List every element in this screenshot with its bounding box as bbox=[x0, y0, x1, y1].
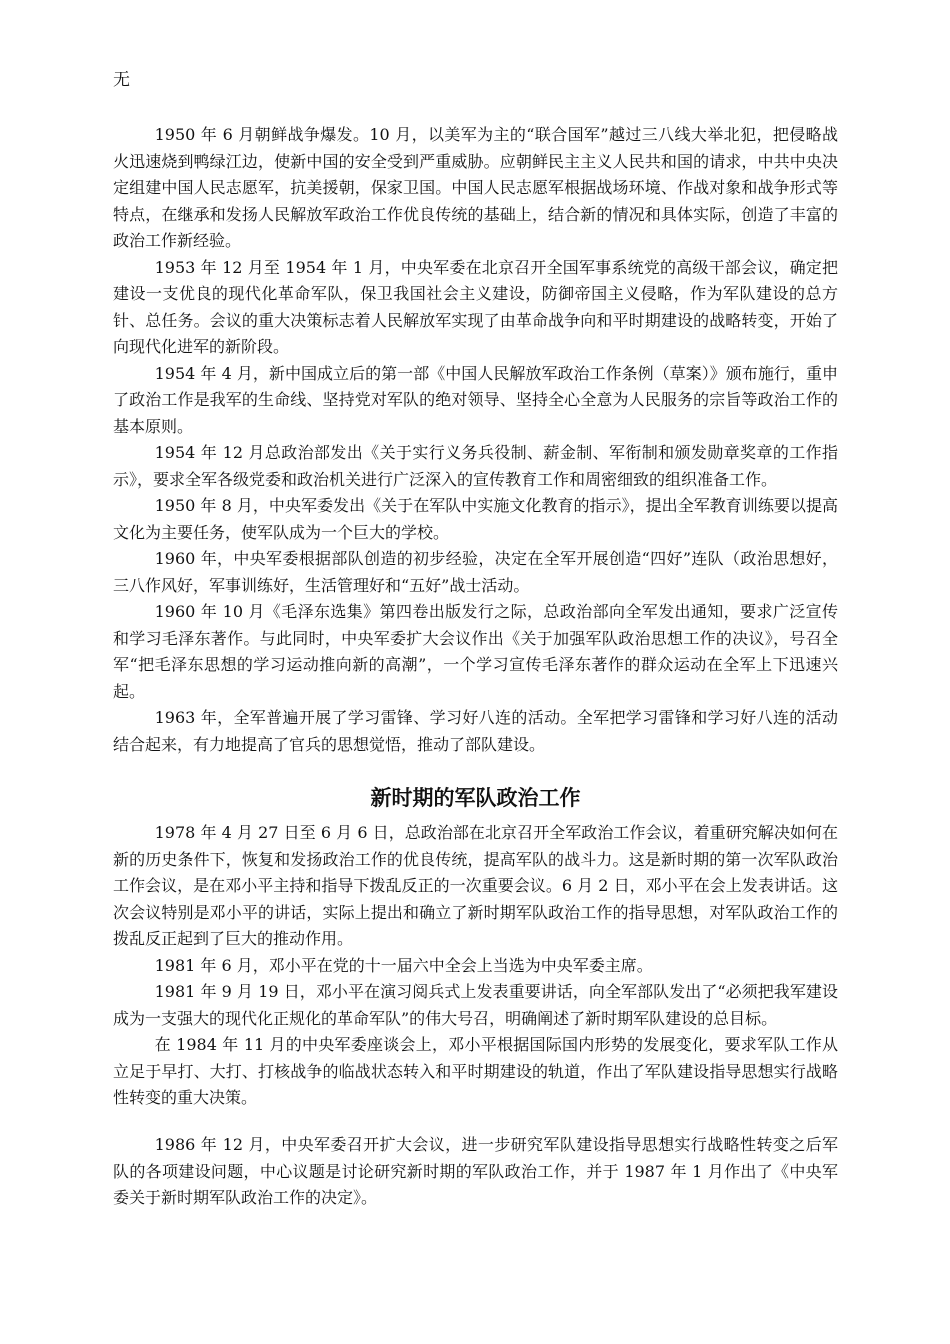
section-history-text bbox=[113, 122, 838, 758]
paragraph: 1960 年，中央军委根据部队创造的初步经验，决定在全军开展创造“四好”连队（政治思想好，三八作风好，军事训练好，生活管理好和“五好”战士活动。 bbox=[113, 549, 838, 595]
paragraph: 1954 年 12 月总政治部发出《关于实行义务兵役制、薪金制、军衔制和颁发勋章奖章的工作指示》，要求全军各级党委和政治机关进行广泛深入的宣传教育工作和周密细致的组织准备工作。 bbox=[113, 443, 838, 489]
paragraph: 在 1984 年 11 月的中央军委座谈会上，邓小平根据国际国内形势的发展变化，要求军队工作从立足于早打、大打、打核战争的临战状态转入和平时期建设的轨道，作出了军队建设指导思想实行战略性转变的重大决策。 bbox=[113, 1035, 838, 1107]
paragraph: 1963 年，全军普遍开展了学习雷锋、学习好八连的活动。全军把学习雷锋和学习好八连的活动结合起来，有力地提高了官兵的思想觉悟，推动了部队建设。 bbox=[113, 708, 838, 754]
section-title: 新时期的军队政治工作 bbox=[370, 786, 581, 810]
header-mark: 无 bbox=[113, 70, 130, 90]
paragraph: 1978 年 4 月 27 日至 6 月 6 日，总政治部在北京召开全军政治工作会议，着重研究解决如何在新的历史条件下，恢复和发扬政治工作的优良传统，提高军队的战斗力。这是新时期的第一次军队政治工作会议，是在邓小平主持和指导下拨乱反正的一次重要会议。6 月 2 日，邓小平在会上发表讲话。这次会议特别是邓小平的讲话，实际上提出和确立了新时期军队政治工作的指导思想，对军队政治工作的拨乱反正起到了巨大的推动作用。 bbox=[113, 823, 838, 948]
paragraph: 1954 年 4 月，新中国成立后的第一部《中国人民解放军政治工作条例（草案）》颁布施行，重申了政治工作是我军的生命线、坚持党对军队的绝对领导、坚持全心全意为人民服务的宗旨等政治工作的基本原则。 bbox=[113, 363, 838, 436]
paragraph: 1950 年 8 月，中央军委发出《关于在军队中实施文化教育的指示》，提出全军教育训练要以提高文化为主要任务，使军队成为一个巨大的学校。 bbox=[113, 496, 838, 542]
section-new-era-text bbox=[113, 820, 838, 1112]
paragraph: 1981 年 6 月，邓小平在党的十一届六中全会上当选为中央军委主席。 bbox=[154, 955, 653, 975]
paragraph: 1981 年 9 月 19 日，邓小平在演习阅兵式上发表重要讲话，向全军部队发出了“必须把我军建设成为一支强大的现代化正规化的革命军队”的伟大号召，明确阐述了新时期军队建设的总目标。 bbox=[113, 982, 838, 1028]
paragraph: 1960 年 10 月《毛泽东选集》第四卷出版发行之际，总政治部向全军发出通知，要求广泛宣传和学习毛泽东著作。与此同时，中央军委扩大会议作出《关于加强军队政治思想工作的决议》，号召全军“把毛泽东思想的学习运动推向新的高潮”，一个学习宣传毛泽东著作的群众运动在全军上下迅速兴起。 bbox=[113, 602, 838, 701]
paragraph: 1953 年 12 月至 1954 年 1 月，中央军委在北京召开全国军事系统党的高级干部会议，确定把建设一支优良的现代化革命军队，保卫我国社会主义建设，防御帝国主义侵略，作为军队建设的总方针、总任务。会议的重大决策标志着人民解放军实现了由革命战争向和平时期建设的战略转变，开始了向现代化进军的新阶段。 bbox=[113, 257, 838, 356]
section-final-text bbox=[113, 1132, 838, 1212]
paragraph: 1986 年 12 月，中央军委召开扩大会议，进一步研究军队建设指导思想实行战略性转变之后军队的各项建设问题，中心议题是讨论研究新时期的军队政治工作，并于 1987 年 1 月作出了《中央军委关于新时期军队政治工作的决定》。 bbox=[113, 1135, 838, 1207]
paragraph: 1950 年 6 月朝鲜战争爆发。10 月，以美军为主的“联合国军”越过三八线大举北犯，把侵略战火迅速烧到鸭绿江边，使新中国的安全受到严重威胁。应朝鲜民主主义人民共和国的请求，中共中央决定组建中国人民志愿军，抗美援朝，保家卫国。中国人民志愿军根据战场环境、作战对象和战争形式等特点，在继承和发扬人民解放军政治工作优良传统的基础上，结合新的情况和具体实际，创造了丰富的政治工作新经验。 bbox=[113, 125, 838, 250]
